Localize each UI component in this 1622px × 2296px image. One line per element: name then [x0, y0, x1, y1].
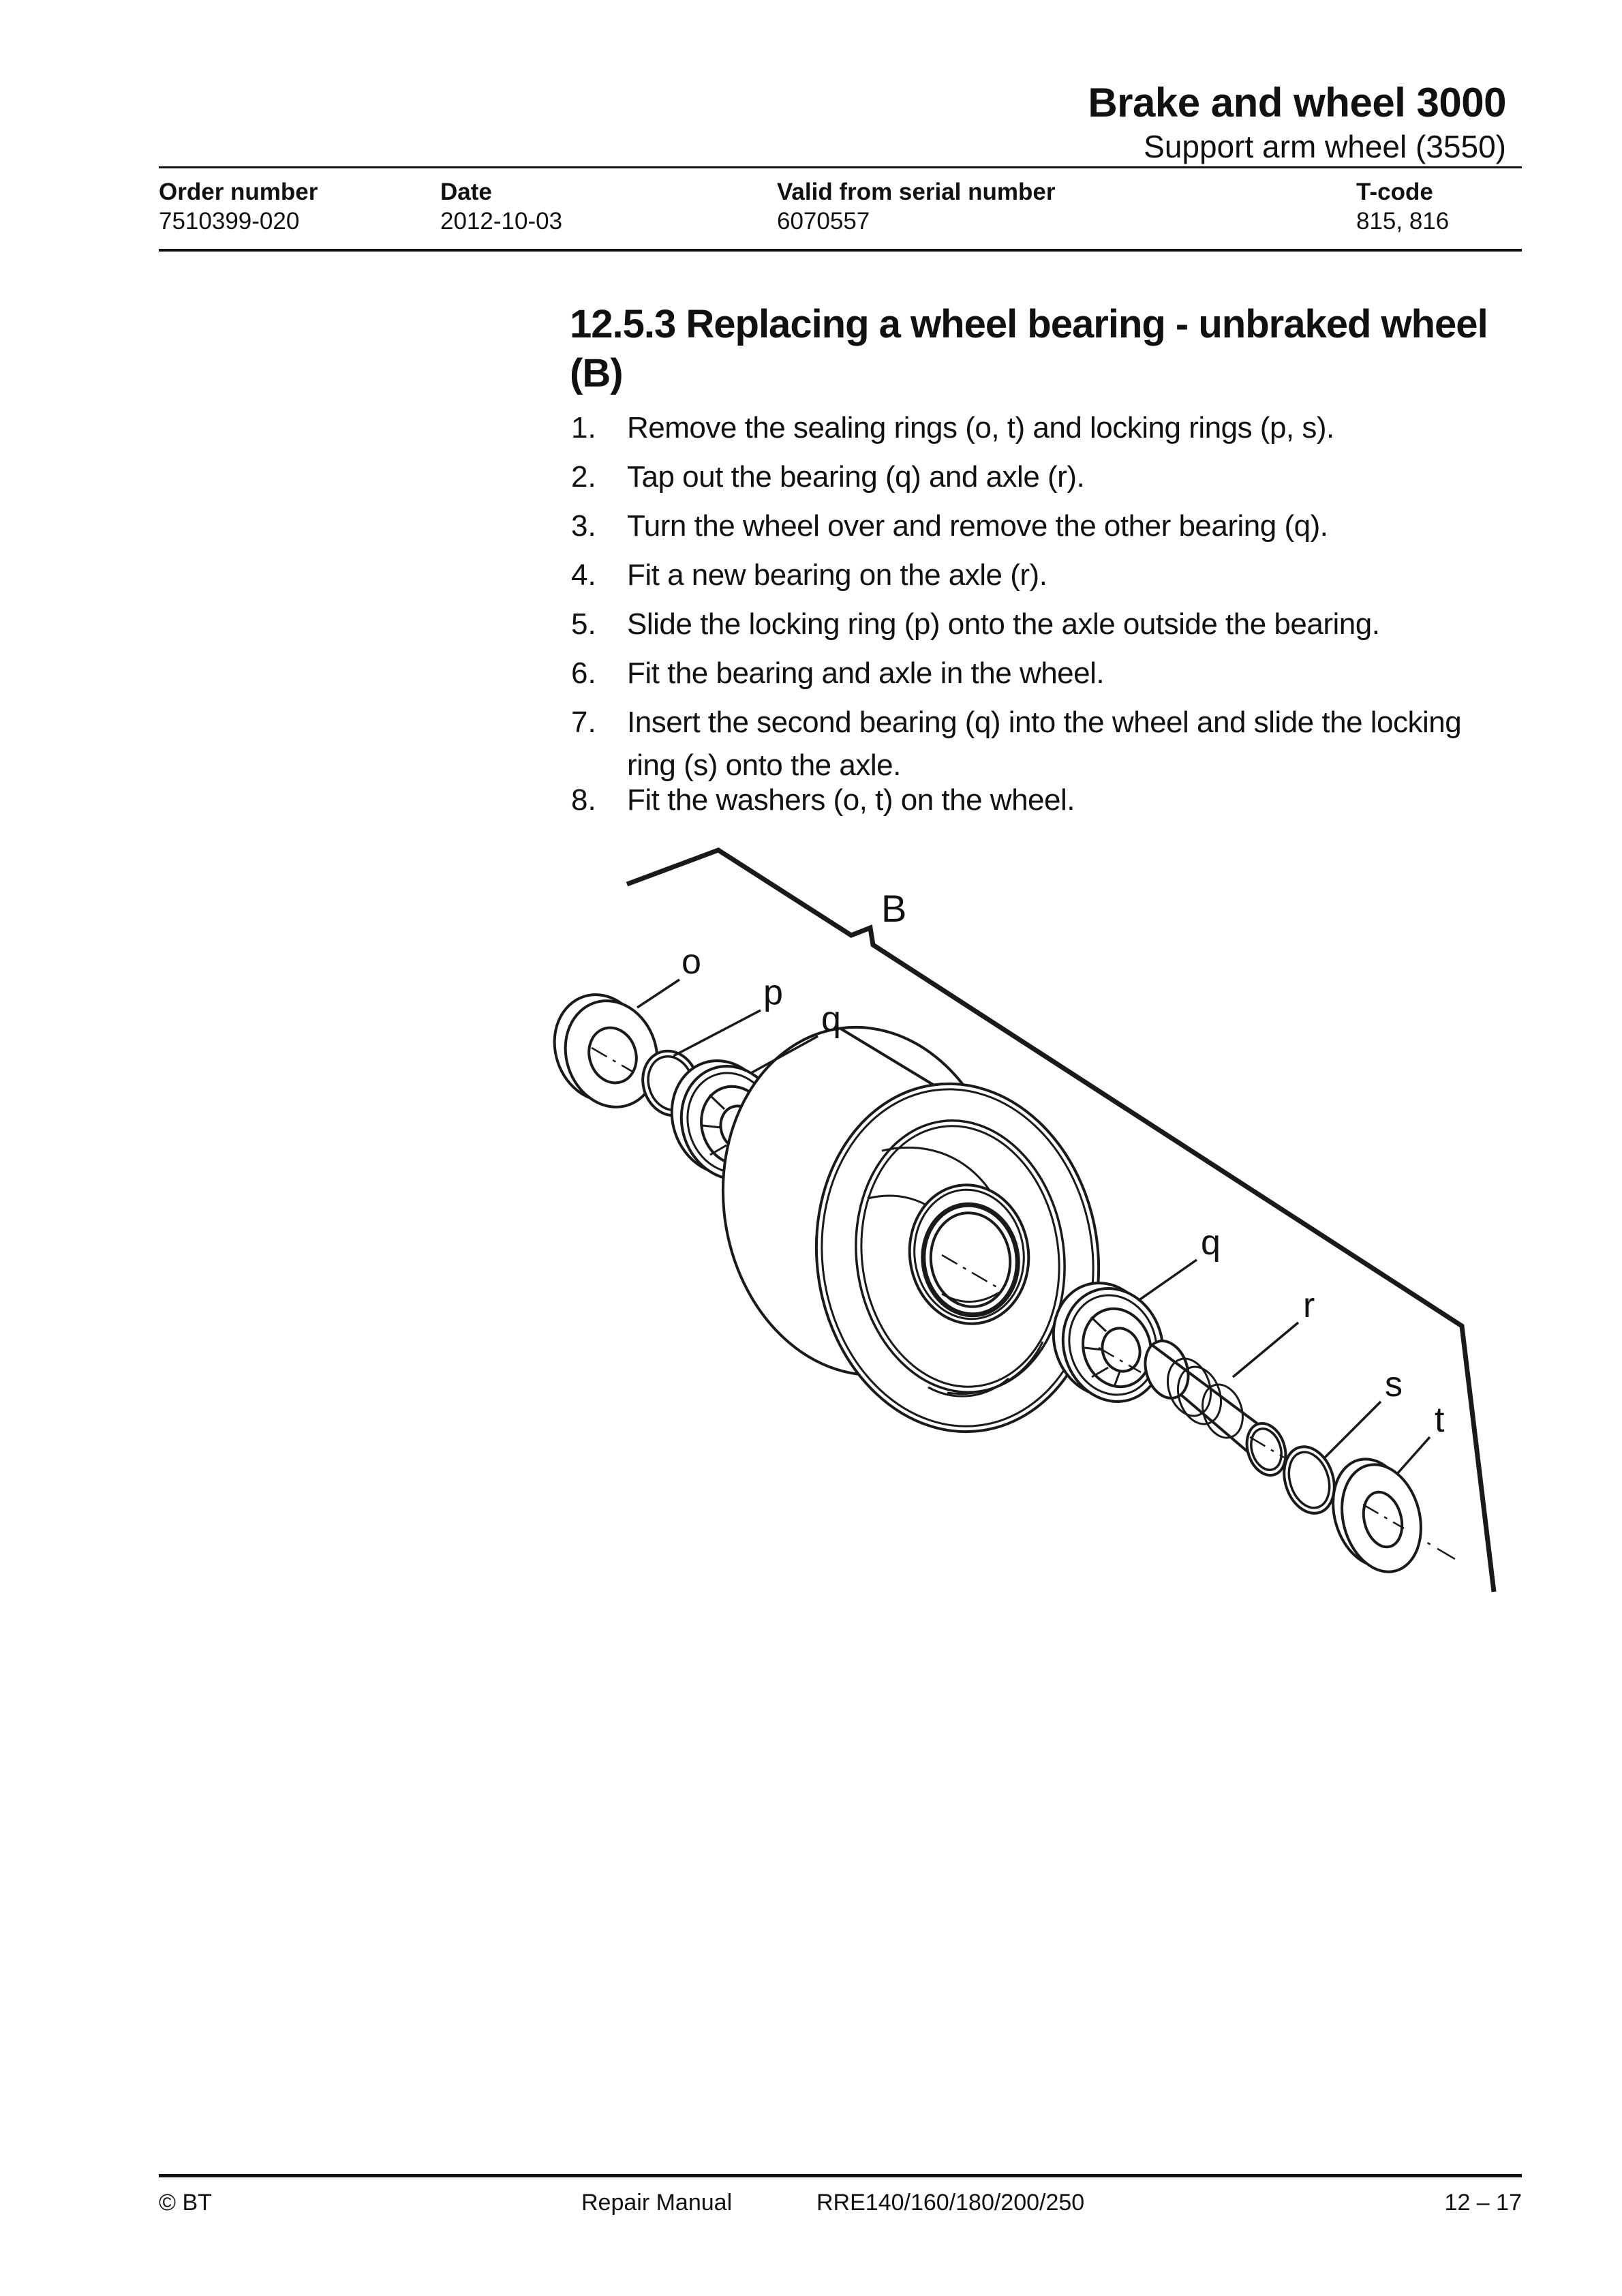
wheel	[701, 1009, 1120, 1450]
step-number: 6.	[571, 656, 596, 690]
exploded-view-diagram	[511, 804, 1533, 1629]
step-text: Tap out the bearing (q) and axle (r).	[627, 460, 1085, 494]
step-text: Slide the locking ring (p) onto the axle outside the bearing.	[627, 607, 1380, 641]
step-text: Remove the sealing rings (o, t) and locking rings (p, s).	[627, 411, 1334, 444]
step-item	[571, 603, 1539, 646]
part-label-q-left: q	[821, 999, 841, 1039]
step-number: 7.	[571, 706, 596, 739]
header-rule-top	[159, 166, 1522, 168]
step-number: 4.	[571, 558, 596, 592]
step-item	[571, 504, 1539, 547]
part-label-o: o	[682, 942, 701, 982]
step-text: Turn the wheel over and remove the other bearing (q).	[627, 509, 1328, 543]
part-label-p: p	[763, 973, 783, 1012]
meta-label-t-code: T-code	[1356, 179, 1433, 205]
step-number: 2.	[571, 460, 596, 494]
part-label-s: s	[1385, 1365, 1403, 1404]
meta-value-t-code: 815, 816	[1356, 208, 1450, 235]
meta-value-valid-from: 6070557	[777, 208, 870, 235]
document-title: Brake and wheel 3000	[1088, 80, 1506, 125]
footer-rule	[159, 2174, 1522, 2177]
step-item	[571, 406, 1539, 449]
footer-page-number: 12 – 17	[1444, 2190, 1522, 2216]
step-number: 5.	[571, 607, 596, 641]
footer-doc-type: Repair Manual	[581, 2190, 733, 2216]
header-rule-bottom	[159, 249, 1522, 252]
part-label-q-right: q	[1201, 1223, 1221, 1263]
axle-r	[1138, 1335, 1292, 1481]
step-text: Fit the bearing and axle in the wheel.	[627, 656, 1105, 690]
meta-label-order-number: Order number	[159, 179, 318, 205]
step-item	[571, 554, 1539, 596]
step-number: 3.	[571, 509, 596, 543]
step-item	[571, 652, 1539, 695]
footer-models: RRE140/160/180/200/250	[816, 2190, 1085, 2216]
meta-label-date: Date	[440, 179, 492, 205]
step-text: Fit the washers (o, t) on the wheel.	[627, 783, 1075, 817]
meta-value-date: 2012-10-03	[440, 208, 563, 235]
step-text: Insert the second bearing (q) into the wheel and slide the locking ring (s) onto the axle.	[627, 706, 1462, 782]
view-label-b: B	[881, 887, 907, 930]
meta-label-valid-from: Valid from serial number	[777, 179, 1056, 205]
step-item	[571, 701, 1539, 787]
step-item	[571, 455, 1539, 498]
step-text: Fit a new bearing on the axle (r).	[627, 558, 1047, 592]
section-heading: 12.5.3 Replacing a wheel bearing - unbraked wheel (B)	[570, 302, 1488, 395]
step-number: 8.	[571, 783, 596, 817]
step-number: 1.	[571, 411, 596, 444]
washer-t	[1321, 1450, 1433, 1581]
part-label-r: r	[1303, 1286, 1315, 1325]
document-subtitle: Support arm wheel (3550)	[1144, 129, 1506, 164]
part-label-t: t	[1435, 1400, 1445, 1440]
meta-value-order-number: 7510399-020	[159, 208, 300, 235]
footer-copyright: © BT	[159, 2190, 212, 2216]
